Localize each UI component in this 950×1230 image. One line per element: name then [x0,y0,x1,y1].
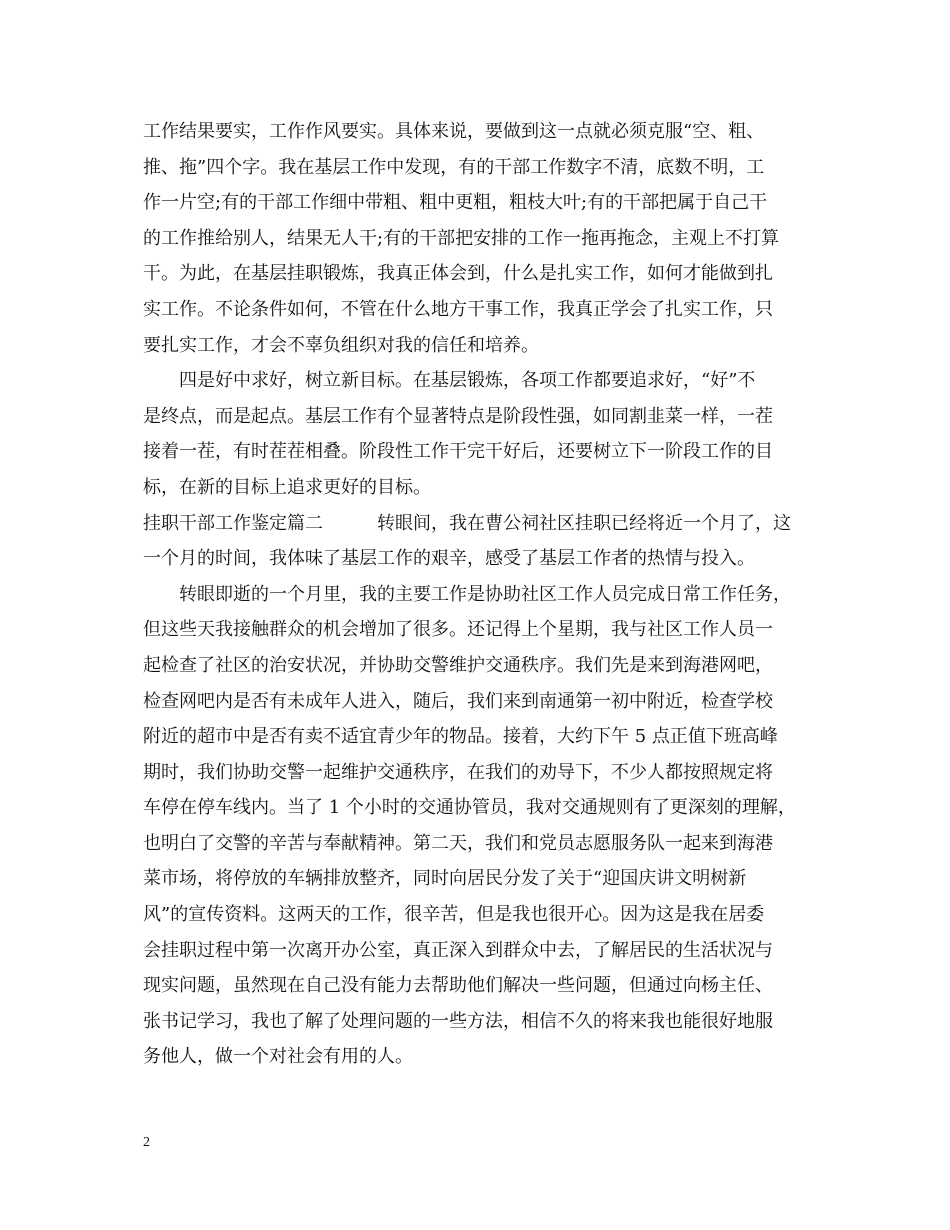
text-line: 车停在停车线内。当了 1 个小时的交通协管员，我对交通规则有了更深刻的理解， [143,797,796,819]
text-line: 作一片空;有的干部工作细中带粗、粗中更粗，粗枝大叶;有的干部把属于自己干 [143,192,768,214]
text-line: 风”的宣传资料。这两天的工作，很辛苦，但是我也很开心。因为这是我在居委 [143,904,765,926]
text-line: 要扎实工作，才会不辜负组织对我的信任和培养。 [143,334,539,356]
body-text [143,114,823,1075]
text-line: 四是好中求好，树立新目标。在基层锻炼，各项工作都要追求好，“好”不 [143,370,756,392]
text-line: 干。为此，在基层挂职锻炼，我真正体会到，什么是扎实工作，如何才能做到扎 [143,263,773,285]
text-line: 实工作。不论条件如何，不管在什么地方干事工作，我真正学会了扎实工作，只 [143,298,773,320]
text-line: 也明白了交警的辛苦与奉献精神。第二天，我们和党员志愿服务队一起来到海港 [143,832,773,854]
text-line: 标，在新的目标上追求更好的目标。 [143,476,431,498]
text-line: 附近的超市中是否有卖不适宜青少年的物品。接着，大约下午 5 点正值下班高峰 [143,726,778,748]
text-line: 是终点，而是起点。基层工作有个显著特点是阶段性强，如同割韭菜一样，一茬 [143,405,773,427]
text-line: 务他人，做一个对社会有用的人。 [143,1046,413,1068]
page-number: 2 [143,1135,150,1150]
section-heading-line: 挂职干部工作鉴定篇二 转眼间，我在曹公祠社区挂职已经将近一个月了，这 [143,512,791,534]
text-line: 的工作推给别人，结果无人干;有的干部把安排的工作一拖再拖念，主观上不打算 [143,227,780,249]
text-line: 推、拖”四个字。我在基层工作中发现，有的干部工作数字不清，底数不明，工 [143,156,765,178]
text-line: 检查网吧内是否有未成年人进入，随后，我们来到南通第一初中附近，检查学校 [143,690,773,712]
text-line: 菜市场，将停放的车辆排放整齐，同时向居民分发了关于“迎国庆讲文明树新 [143,868,747,890]
text-line: 起检查了社区的治安状况，并协助交警维护交通秩序。我们先是来到海港网吧， [143,654,773,676]
text-line: 但这些天我接触群众的机会增加了很多。还记得上个星期，我与社区工作人员一 [143,619,773,641]
text-line: 现实问题，虽然现在自己没有能力去帮助他们解决一些问题，但通过向杨主任、 [143,975,773,997]
text-line: 转眼即逝的一个月里，我的主要工作是协助社区工作人员完成日常工作任务， [143,583,791,605]
text-line: 接着一茬，有时茬茬相叠。阶段性工作干完干好后，还要树立下一阶段工作的目 [143,441,773,463]
text-line: 工作结果要实，工作作风要实。具体来说，要做到这一点就必须克服“空、粗、 [143,121,765,142]
text-line: 张书记学习，我也了解了处理问题的一些方法，相信不久的将来我也能很好地服 [143,1010,773,1032]
text-line: 一个月的时间，我体味了基层工作的艰辛，感受了基层工作者的热情与投入。 [143,548,755,570]
text-line: 会挂职过程中第一次离开办公室，真正深入到群众中去，了解居民的生活状况与 [143,939,773,961]
text-line: 期时，我们协助交警一起维护交通秩序，在我们的劝导下，不少人都按照规定将 [143,761,773,783]
